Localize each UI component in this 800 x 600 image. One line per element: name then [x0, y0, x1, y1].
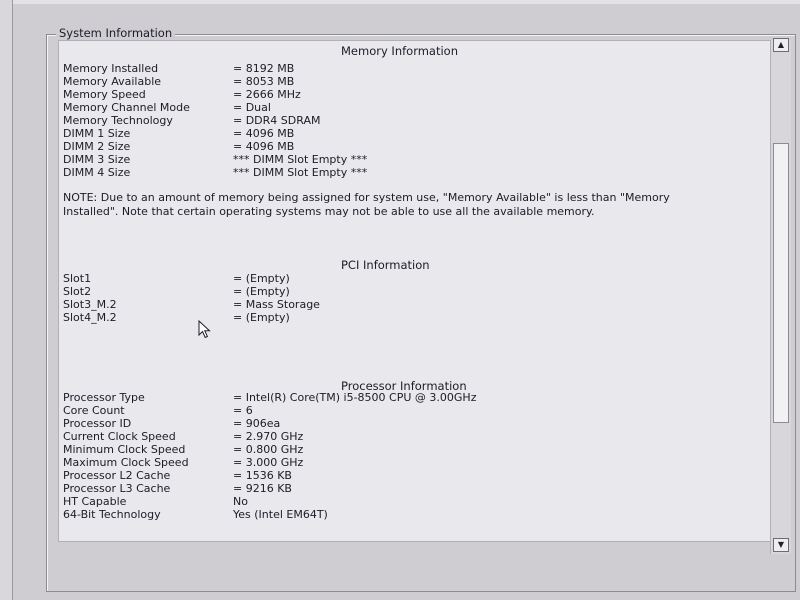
system-information-content	[58, 40, 772, 542]
row-label: Memory Channel Mode	[63, 101, 190, 114]
row-value: = 9216 KB	[233, 482, 292, 495]
left-navigation-pane-edge[interactable]	[0, 0, 13, 600]
row-value: = (Empty)	[233, 311, 290, 324]
row-label: Core Count	[63, 404, 125, 417]
mouse-pointer-icon	[198, 320, 214, 340]
row-value: *** DIMM Slot Empty ***	[233, 166, 368, 179]
row-value: = Dual	[233, 101, 271, 114]
row-value: = 2666 MHz	[233, 88, 301, 101]
row-label: Processor ID	[63, 417, 132, 430]
row-value: = (Empty)	[233, 285, 290, 298]
row-value: = 6	[233, 404, 253, 417]
row-label: Memory Installed	[63, 62, 159, 75]
row-value: = 906ea	[233, 417, 281, 430]
row-label: DIMM 3 Size	[63, 153, 131, 166]
row-label: Slot2	[63, 285, 92, 298]
row-label: HT Capable	[63, 495, 127, 508]
row-value: = 4096 MB	[233, 127, 295, 140]
row-value: = 2.970 GHz	[233, 430, 304, 443]
row-value: No	[233, 495, 248, 508]
group-title: System Information	[56, 26, 175, 40]
scroll-down-arrow-icon[interactable]: ▼	[773, 538, 789, 552]
row-value: = Intel(R) Core(TM) i5-8500 CPU @ 3.00GHz	[233, 391, 477, 404]
row-value: = DDR4 SDRAM	[233, 114, 321, 127]
row-label: Memory Available	[63, 75, 162, 88]
row-value: = 8192 MB	[233, 62, 295, 75]
row-label: Slot4_M.2	[63, 311, 117, 324]
row-label: Minimum Clock Speed	[63, 443, 186, 456]
scroll-up-arrow-icon[interactable]: ▲	[773, 38, 789, 52]
row-value: = 1536 KB	[233, 469, 292, 482]
row-label: Memory Technology	[63, 114, 173, 127]
row-label: Slot3_M.2	[63, 298, 117, 311]
memory-information-heading: Memory Information	[341, 44, 458, 58]
row-label: DIMM 2 Size	[63, 140, 131, 153]
vertical-scrollbar[interactable]	[770, 40, 791, 554]
row-label: 64-Bit Technology	[63, 508, 161, 521]
row-label: DIMM 1 Size	[63, 127, 131, 140]
row-label: Memory Speed	[63, 88, 146, 101]
row-value: = 8053 MB	[233, 75, 295, 88]
row-value: = (Empty)	[233, 272, 290, 285]
memory-note: NOTE: Due to an amount of memory being assigned for system use, "Memory Available" is less than "Memory Installed". Note that certain operating systems may not be able to use all the available memory.	[63, 191, 670, 218]
row-value: = Mass Storage	[233, 298, 320, 311]
processor-information-heading: Processor Information	[341, 379, 467, 393]
row-label: DIMM 4 Size	[63, 166, 131, 179]
row-label: Current Clock Speed	[63, 430, 176, 443]
row-label: Processor L2 Cache	[63, 469, 171, 482]
row-label: Slot1	[63, 272, 92, 285]
row-value: = 4096 MB	[233, 140, 295, 153]
row-value: = 0.800 GHz	[233, 443, 304, 456]
row-label: Maximum Clock Speed	[63, 456, 189, 469]
window-top-edge	[0, 0, 800, 4]
row-label: Processor Type	[63, 391, 145, 404]
pci-information-heading: PCI Information	[341, 258, 430, 272]
scrollbar-thumb[interactable]	[773, 143, 789, 423]
row-value: Yes (Intel EM64T)	[233, 508, 328, 521]
row-value: *** DIMM Slot Empty ***	[233, 153, 368, 166]
row-value: = 3.000 GHz	[233, 456, 304, 469]
row-label: Processor L3 Cache	[63, 482, 171, 495]
